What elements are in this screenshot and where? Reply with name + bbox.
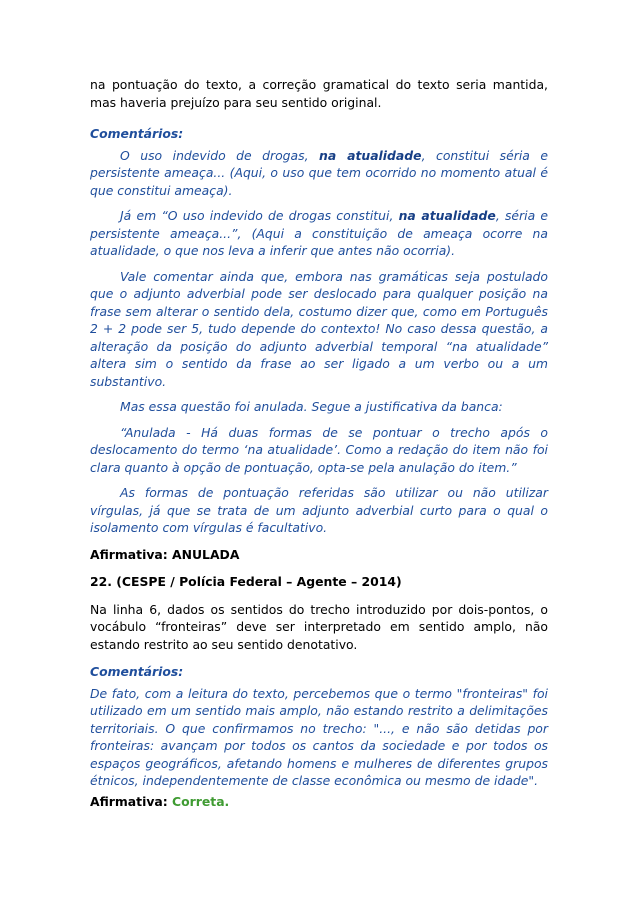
comment-2-text-a: Já em “O uso indevido de drogas constitui, [120,208,399,223]
comment-2-text-b: , séria e persistente ameaça...”, (Aqui a constituição de ameaça ocorre na atualidade, o que nos leva a inferir que antes não ocorria). [90,208,548,258]
comment-2-bold: na atualidade [398,208,496,223]
verdict-label: Afirmativa: [90,793,173,809]
question-22-title: 22. (CESPE / Polícia Federal – Agente – 2014) [90,574,402,589]
document-page [90,76,548,810]
comments-heading-2: Comentários: [90,664,184,679]
comment-paragraph-3: Vale comentar ainda que, embora nas gramáticas seja postulado que o adjunto adverbial pode ser deslocado para qualquer posição na frase sem alterar o sentido dela, costumo dizer que, como em Português 2 + 2 pode ser 5, tudo depende do contexto! No caso dessa questão, a alteração da posição do adjunto adverbial temporal “na atualidade” altera sim o sentido da frase ao ser ligado a um verbo ou a um substantivo. [90,268,548,389]
comment-paragraph-5: “Anulada - Há duas formas de se pontuar o trecho após o deslocamento do termo ‘na atualidade’. Como a redação do item não foi clara quanto à opção de pontuação, opta-se pela anulação do item.” [90,424,548,475]
comment-paragraph-4: Mas essa questão foi anulada. Segue a justificativa da banca: [120,399,503,414]
comment-paragraph-6: As formas de pontuação referidas são utilizar ou não utilizar vírgulas, já que se trata de um adjunto adverbial curto para o qual o isolamento com vírgulas é facultativo. [90,485,548,535]
comments-heading: Comentários: [90,126,184,141]
verdict-correct [90,793,548,811]
comment-paragraph-2 [90,207,548,260]
comment-paragraph-7: De fato, com a leitura do texto, percebemos que o termo "fronteiras" foi utilizado em um sentido mais amplo, não estando restrito a delimitações territoriais. O que confirmamos no trecho: "..., e não são detidas por fronteiras: avançam por todos os cantos da sociedade e por todos os espaços geográficos, afetando homens e mulheres de diferentes grupos étnicos, independentemente de classe econômica ou mesmo de idade". [90,685,548,788]
comment-1-text-a: O uso indevido de drogas, [120,147,320,163]
verdict-annulled: Afirmativa: ANULADA [90,546,240,562]
question-22-text: Na linha 6, dados os sentidos do trecho introduzido por dois-pontos, o vocábulo “fronteiras” deve ser interpretado em sentido amplo, não estando restrito ao seu sentido denotativo. [90,601,548,652]
verdict-value: Correta. [172,793,230,809]
intro-paragraph: na pontuação do texto, a correção gramatical do texto seria mantida, mas haveria prejuízo para seu sentido original. [90,77,548,110]
comment-1-text-b: , constitui séria e persistente ameaça... (Aqui, o uso que tem ocorrido no momento atual é que constitui ameaça). [90,147,548,198]
comment-paragraph-1 [90,147,548,200]
comment-1-bold: na atualidade [319,147,422,163]
